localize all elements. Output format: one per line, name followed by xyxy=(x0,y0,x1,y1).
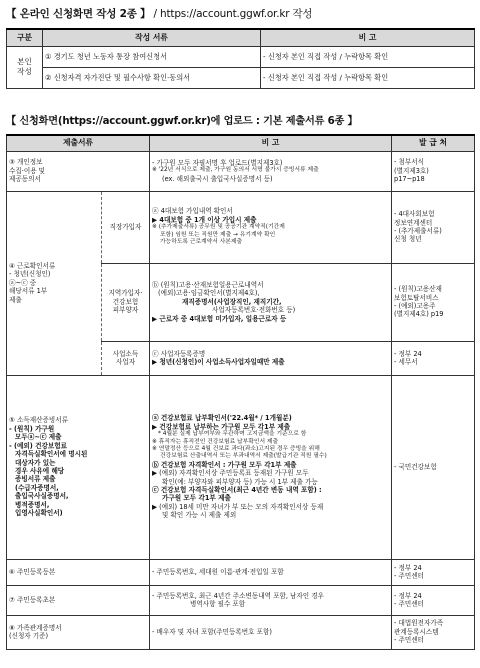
row8-label: ⑧ 가족관계증명서 (신청자 기준) xyxy=(7,615,150,649)
row5-line: ※ 연말정산 등으로 4월 건보료 과다(과소)고지된 경우 증빙을 위해 xyxy=(152,445,320,452)
row4c-sub: 사업소득 사업자 xyxy=(102,341,150,375)
section2-title: 【 신청화면(https://account.ggwf.or.kr)에 업로드 : 기본 제출서류 6종 】 xyxy=(6,116,358,127)
row5-line: ⓑ 건강보험 자격확인서 : 가구원 모두 각1부 제출 xyxy=(152,460,297,469)
row4b-sub: 지역가입자· 건강보험 피부양자 xyxy=(102,263,150,341)
row4b-line: ▶ 근로자 중 4대보험 미가입자, 일용근로자 등 xyxy=(152,314,287,323)
note-2: - 신청자 본인 직접 작성 / 누락항목 확인 xyxy=(261,67,475,88)
row5-line: ▶ (예외) 자격확인서상 주민등록표 등재된 가구원 모두 xyxy=(152,469,309,478)
note-1: - 신청자 본인 직접 작성 / 누락항목 확인 xyxy=(261,46,475,67)
row4a-line: ⓐ 4대보험 가입내역 확인서 xyxy=(152,207,233,216)
row5-label-line: - (원칙) 가구원 xyxy=(9,424,55,433)
row3-line: ※ '22년 서식으로 제출, 가구원 동의서 서명 불가시 증빙서류 제출 xyxy=(152,167,319,174)
row5-line: 확인(예: 부양자와 피부양자 등) 가능 시 1부 제출 가능 xyxy=(162,477,318,486)
row4b-issuer: - (원칙)고용산재 보험토탈서비스 - (예외)고용주 (별지제4호) p19 xyxy=(392,263,475,341)
row3-note xyxy=(150,151,392,191)
section2-table xyxy=(6,134,475,650)
row5-line: 및 확인 가능 시 제출 제외 xyxy=(162,511,237,520)
section1-title-url: / https://account.ggwf.or.kr 작성 xyxy=(150,8,313,20)
header-remarks: 비 고 xyxy=(150,135,392,151)
row4c-line: ▶ 청년(신청인)이 사업소득사업자일때만 제출 xyxy=(152,358,285,366)
row4c-line: ⓒ 사업자등록증명 xyxy=(152,349,206,358)
row4a-note xyxy=(150,191,392,263)
row4b-line: 사업자등록번호·전화번호 등) xyxy=(212,306,296,315)
row5-line: * 4월분 실제 납부여부와 무관하며 고지금액을 기준으로 함 xyxy=(158,431,307,438)
row4b-line: (예외)고용·임금확인서(별지제4호), xyxy=(158,289,260,298)
section1-table xyxy=(6,28,475,89)
row5-line: ⓐ 건강보험료 납부확인서('22.4월* / 1개월분) xyxy=(152,414,292,423)
row5-line: ⓒ 건강보험 자격득실확인서(최근 4년간 변동 내역 포함) : xyxy=(152,486,322,495)
doc-1: ① 경기도 청년 노동자 통장 참여신청서 xyxy=(43,46,261,67)
row7-line: 병역사항 필수 포함 xyxy=(190,600,246,608)
row5-label-line: 대상자가 있는 xyxy=(15,458,56,467)
row5-line: 가구원 모두 각1부 제출 xyxy=(162,494,231,503)
row8-issuer: - 대법원전자가족 관계등록시스템 - 주민센터 xyxy=(392,615,475,649)
row3-label: ③ 개인정보 수집·이용 및 제공동의서 xyxy=(7,151,150,191)
row5-note xyxy=(150,375,392,559)
row5-label-line: 모두ⓐ~ⓒ 제출 xyxy=(15,433,62,442)
row4a-line: 가능하도록 근로계약서 사본제출 xyxy=(160,239,243,246)
section1-title-bold: 【 온라인 신청화면 작성 2종 】 xyxy=(6,8,151,20)
row4a-line: ※ (추가제출서류) 공무원 및 공공기관 계약직(기간제 xyxy=(152,224,285,231)
row5-label-line: 입영사실확인서) xyxy=(15,509,63,518)
row5-line: ▶ (예외) 18세 미만 자녀가 부 또는 모의 자격확인서상 등재 xyxy=(152,502,324,511)
row4b-note xyxy=(150,263,392,341)
row5-label-line: 증빙서류 제출 xyxy=(15,475,56,484)
row7-label: ⑦ 주민등록초본 xyxy=(7,585,150,615)
row-label-self: 본인 작성 xyxy=(7,46,43,88)
row4a-sub: 직장가입자 xyxy=(102,191,150,263)
row5-label-line: 병적증명서, xyxy=(15,500,50,509)
row5-issuer: - 국민건강보험 xyxy=(392,375,475,559)
row4c-note xyxy=(150,341,392,375)
row4b-line: 재직증명서(사업장직인, 재직기간, xyxy=(182,297,282,306)
header-division: 구분 xyxy=(7,29,43,46)
section1-title xyxy=(6,6,312,21)
row6-label: ⑥ 주민등록등본 xyxy=(7,559,150,585)
row5-label-line: 자격득실확인서에 명시된 xyxy=(15,450,88,459)
row7-issuer: - 정부 24 - 주민센터 xyxy=(392,585,475,615)
row5-label-line: (수급자증명서, xyxy=(15,483,59,492)
row4b-line: ⓑ (원칙)고용·산재보험일용근로내역서 xyxy=(152,280,264,289)
doc-2: ② 신청자격 자가진단 및 필수사항 확인·동의서 xyxy=(43,67,261,88)
row6-issuer: - 정부 24 - 주민센터 xyxy=(392,559,475,585)
row4c-issuer: - 정부 24 - 세무서 xyxy=(392,341,475,375)
row5-label-line: 출입국사실증명서, xyxy=(15,492,69,501)
row3-issuer: - 첨부서식 (별지제3호) p17~p18 xyxy=(392,151,475,191)
row5-line: ※ 휴직자는 휴직전인 건강보험료 납부확인서 제출 xyxy=(152,438,279,445)
row4-label: ④ 근로확인서류 - 청년(신청인) ⓐ~ⓒ 중 해당서류 1부 제출 xyxy=(7,191,102,375)
header-issuer: 발 급 처 xyxy=(392,135,475,151)
header-note: 비 고 xyxy=(261,29,475,46)
header-document: 작성 서류 xyxy=(43,29,261,46)
row3-line: - 가구원 모두 자필서명 후 업로드(별지제3호) xyxy=(152,158,283,167)
row5-label-line: - (예외) 건강보험료 xyxy=(9,441,67,450)
row5-label-line: 경우 사유에 해당 xyxy=(15,467,65,475)
header-submission: 제출서류 xyxy=(7,135,150,151)
row7-note xyxy=(150,585,392,615)
row4a-line: ▶ 4대보험 중 1개 이상 가입시 제출 xyxy=(152,215,257,224)
row5-line: 건강보험료 산출내역서 또는 부과내역서 제출(발급기관 직원 필수) xyxy=(160,453,327,460)
row7-line: - 주민등록번호, 최근 4년간 주소변동내역 포함, 남자인 경우 xyxy=(152,591,324,600)
row4a-line: 포함) 임원 또는 직원만 제출 → 유기계약 확인 xyxy=(160,231,276,238)
row5-label-line: ⑤ 소득재산증빙서류 xyxy=(9,416,68,425)
row4a-issuer: - 4대사회보험 정보연계센터 - (추가제출서류) 신청 청년 xyxy=(392,191,475,263)
row5-line: ▶ 건강보험료 납부하는 가구원 모두 각1부 제출 xyxy=(152,422,291,431)
row8-note: - 배우자 및 자녀 포함(주민등록번호 포함) xyxy=(150,615,392,649)
row6-note: - 주민등록번호, 세대원 이름·관계·전입일 포함 xyxy=(150,559,392,585)
row3-line: (ex. 해외출국시 출입국사실증명서 등) xyxy=(162,174,273,183)
row5-label xyxy=(7,375,150,559)
